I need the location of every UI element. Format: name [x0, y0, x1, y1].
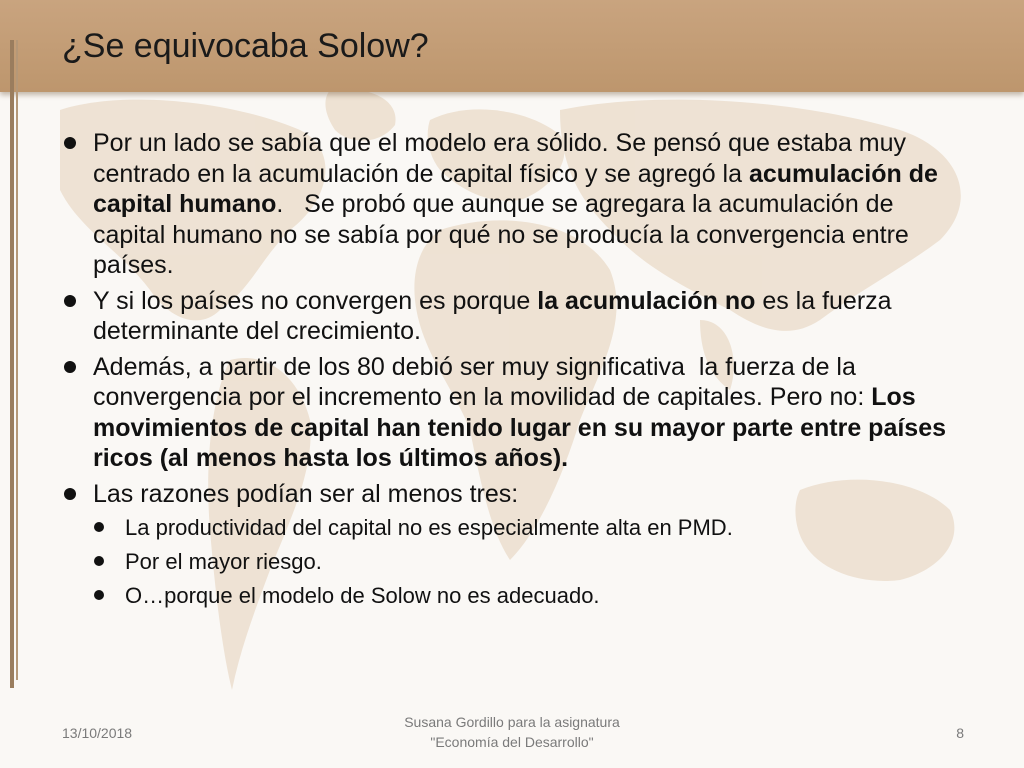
bullet-dot-icon	[94, 522, 104, 532]
sub-bullet-item	[92, 548, 972, 575]
bullet-text-segment: Además, a partir de los 80 debió ser muy significativa la fuerza de la convergencia por el incremento en la movilidad de capitales. Pero no:	[93, 352, 872, 411]
bullet-item	[62, 286, 972, 347]
bullet-text-segment: es la fuerza determinante del crecimiento.	[93, 286, 892, 345]
bullet-text-segment: Las razones podían ser al menos tres:	[93, 479, 519, 508]
bullet-bold-segment: Los movimientos de capital han tenido lugar en su mayor parte entre países ricos (al menos hasta los últimos años).	[93, 383, 947, 472]
bullet-dot-icon	[64, 361, 76, 373]
sub-bullet-text: Por el mayor riesgo.	[125, 549, 322, 574]
sub-bullet-item	[92, 514, 972, 541]
bullet-dot-icon	[64, 137, 76, 149]
bullet-text-segment: . Se probó que aunque se agregara la acumulación de capital humano no se sabía por qué no se producía la convergencia entre países.	[93, 190, 916, 279]
bullet-dot-icon	[64, 488, 76, 500]
bullet-item	[62, 128, 972, 281]
left-decor-bar	[10, 40, 14, 688]
bullet-dot-icon	[94, 556, 104, 566]
footer-author-line1: Susana Gordillo para la asignatura	[404, 714, 620, 730]
sub-bullet-item	[92, 582, 972, 609]
slide-title: ¿Se equivocaba Solow?	[62, 27, 429, 65]
footer-author-line2: "Economía del Desarrollo"	[430, 734, 594, 750]
footer-author	[312, 712, 712, 752]
left-decor-bar-thin	[16, 40, 18, 680]
bullet-item	[62, 479, 972, 510]
bullet-list	[62, 128, 972, 616]
bullet-item	[62, 352, 972, 474]
page-number: 8	[956, 725, 964, 741]
bullet-text-segment: Por un lado se sabía que el modelo era sólido. Se pensó que estaba muy centrado en la acumulación de capital físico y se agregó la	[93, 129, 907, 188]
sub-bullet-text: O…porque el modelo de Solow no es adecuado.	[125, 583, 600, 608]
bullet-dot-icon	[64, 295, 76, 307]
bullet-text-segment: Y si los países no convergen es porque	[93, 286, 538, 315]
sub-bullet-text: La productividad del capital no es especialmente alta en PMD.	[125, 515, 733, 540]
bullet-dot-icon	[94, 590, 104, 600]
bullet-bold-segment: acumulación de capital humano	[93, 159, 938, 218]
bullet-bold-segment: la acumulación no	[537, 286, 756, 315]
footer-date: 13/10/2018	[62, 725, 133, 741]
